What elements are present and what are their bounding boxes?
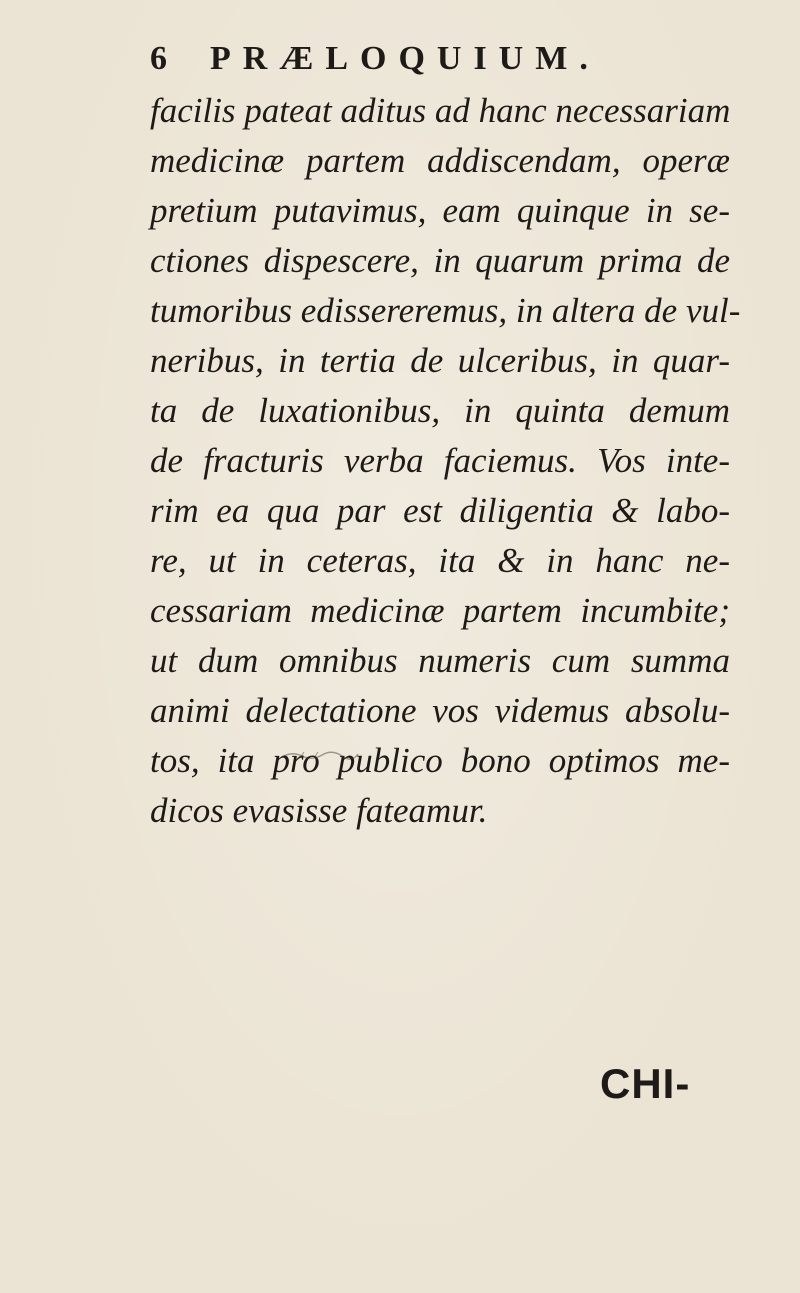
text-line: tos, ita pro publico bono optimos me- xyxy=(150,741,730,780)
text-line: animi delectatione vos videmus absolu- xyxy=(150,691,730,730)
text-line: ctiones dispescere, in quarum prima de xyxy=(150,241,730,280)
text-line: de fracturis verba faciemus. Vos inte- xyxy=(150,441,730,480)
text-line: dicos evasisse fateamur. xyxy=(150,791,488,830)
text-line: pretium putavimus, eam quinque in se- xyxy=(150,191,730,230)
body-text xyxy=(150,86,741,836)
catchword: CHI- xyxy=(600,1060,691,1107)
page-number: 6 xyxy=(150,40,169,77)
text-line: ta de luxationibus, in quinta demum xyxy=(150,391,730,430)
running-head: PRÆLOQUIUM. xyxy=(210,40,600,77)
text-line: rim ea qua par est diligentia & labo- xyxy=(150,491,730,530)
text-line: cessariam medicinæ partem incumbite; xyxy=(150,591,730,630)
text-line: facilis pateat aditus ad hanc necessariam xyxy=(150,91,731,130)
text-line: neribus, in tertia de ulceribus, in quar- xyxy=(150,341,730,380)
ink-smudge xyxy=(280,748,360,762)
text-line: ut dum omnibus numeris cum summa xyxy=(150,641,730,680)
text-line: medicinæ partem addiscendam, operæ xyxy=(150,141,730,180)
text-line: tumoribus edissereremus, in altera de vul- xyxy=(150,291,741,330)
page-header xyxy=(150,40,770,88)
text-line: re, ut in ceteras, ita & in hanc ne- xyxy=(150,541,730,580)
